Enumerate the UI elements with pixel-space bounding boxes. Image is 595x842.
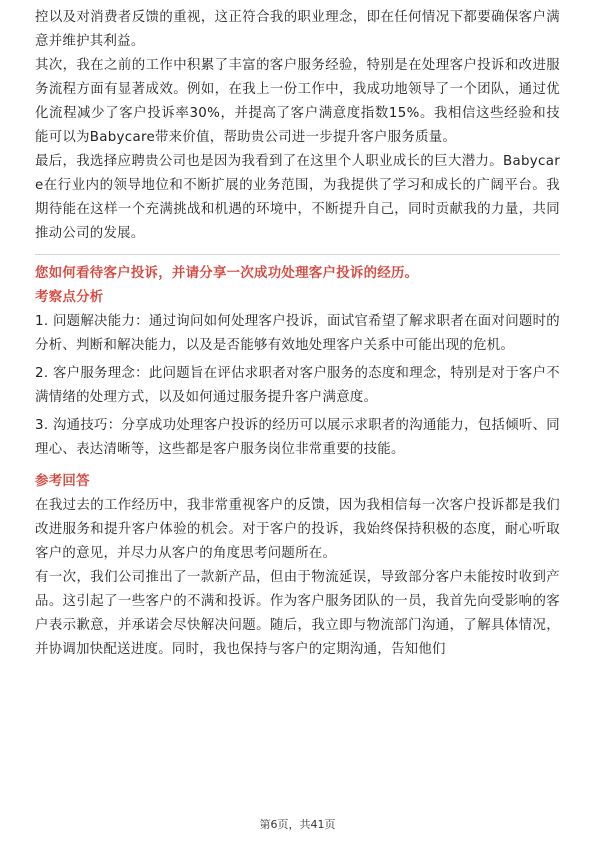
intro-paragraph: 控以及对消费者反馈的重视，这正符合我的职业理念，即在任何情况下都要确保客户满意并维护其利益。 — [35, 10, 560, 49]
question-title: 您如何看待客户投诉，并请分享一次成功处理客户投诉的经历。 — [35, 266, 419, 281]
analysis-point: 3. 沟通技巧：分享成功处理客户投诉的经历可以展示求职者的沟通能力，包括倾听、同理心、表达清晰等，这些都是客户服务岗位非常重要的技能。 — [35, 418, 560, 457]
section-divider — [35, 254, 560, 255]
analysis-heading: 考察点分析 — [35, 290, 104, 305]
intro-section — [35, 0, 560, 246]
page-number: 第6页，共41页 — [259, 818, 336, 831]
analysis-point: 2. 客户服务理念：此问题旨在评估求职者对客户服务的态度和理念，特别是对于客户不满情绪的处理方式，以及如何通过服务提升客户满意度。 — [35, 366, 560, 405]
answer-heading: 参考回答 — [35, 474, 90, 489]
intro-paragraph: 最后，我选择应聘贵公司也是因为我看到了在这里个人职业成长的巨大潜力。Babycare在行业内的领导地位和不断扩展的业务范围，为我提供了学习和成长的广阔平台。我期待能在这样一个充满挑战和机遇的环境中，不断提升自己，同时贡献我的力量，共同推动公司的发展。 — [35, 154, 560, 241]
analysis-list — [35, 310, 560, 462]
answer-paragraph: 在我过去的工作经历中，我非常重视客户的反馈，因为我相信每一次客户投诉都是我们改进服务和提升客户体验的机会。对于客户的投诉，我始终保持积极的态度，耐心听取客户的意见，并尽力从客户的角度思考问题所在。 — [35, 498, 560, 561]
answer-paragraph: 有一次，我们公司推出了一款新产品，但由于物流延误，导致部分客户未能按时收到产品。这引起了一些客户的不满和投诉。作为客户服务团队的一员，我首先向受影响的客户表示歉意，并承诺会尽快解决问题。随后，我立即与物流部门沟通，了解具体情况，并协调加快配送进度。同时，我也保持与客户的定期沟通，告知他们 — [35, 570, 560, 657]
answer-body — [35, 494, 560, 662]
document-page — [35, 0, 560, 842]
intro-paragraph: 其次，我在之前的工作中积累了丰富的客户服务经验，特别是在处理客户投诉和改进服务流程方面有显著成效。例如，在我上一份工作中，我成功地领导了一个团队，通过优化流程减少了客户投诉率30%，并提高了客户满意度指数15%。我相信这些经验和技能可以为Babycare带来价值，帮助贵公司进一步提升客户服务质量。 — [35, 58, 560, 145]
analysis-point: 1. 问题解决能力：通过询问如何处理客户投诉，面试官希望了解求职者在面对问题时的分析、判断和解决能力，以及是否能够有效地处理客户关系中可能出现的危机。 — [35, 314, 560, 353]
